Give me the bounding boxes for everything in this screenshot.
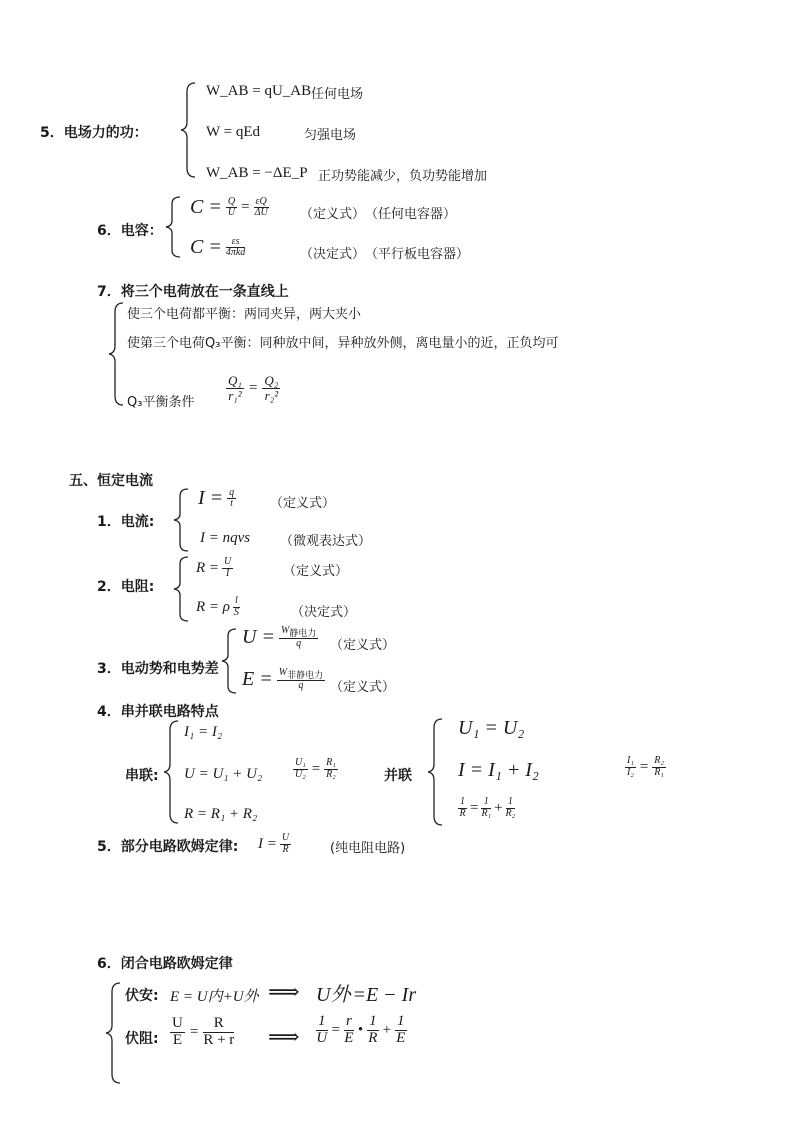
sec5-formula-2: W = qEd [206, 124, 261, 140]
sec7-line-3: Q₃平衡条件 [127, 395, 195, 410]
implies-arrow-icon: ⟹ [268, 1024, 300, 1049]
series-formula-2: U = U₁ + U₂ [184, 766, 263, 782]
emf-label: 3．电动势和电势差 [97, 661, 219, 677]
sec6-formula-2: C = $\frac{\varepsilon s}{\text{4πkd}}$ [190, 235, 246, 258]
ohm-formula: I = $\frac{U}{R}$ [258, 832, 290, 855]
current-formula-1: I = $\frac{q}{t}$ [198, 486, 235, 509]
sec7-label: 7．将三个电荷放在一条直线上 [97, 284, 289, 300]
brace-icon [183, 82, 197, 178]
voltresist-result: $\frac{1}{U}$ = $\frac{r}{E}$ • $\frac{1}{R}$ + $\frac{1}{E}$ [316, 1013, 406, 1046]
series-label: 串联: [125, 768, 159, 784]
implies-arrow-icon: ⟹ [268, 979, 300, 1004]
emf-note-2: （定义式） [330, 680, 396, 695]
resistance-label: 2．电阻: [97, 579, 155, 595]
sec6-label: 6．电容： [97, 223, 163, 239]
ohm-note: (纯电阻电路) [330, 841, 406, 856]
resistance-formula-1: R = $\frac{U}{I}$ [196, 556, 232, 579]
sec7-line-1: 使三个电荷都平衡：两同夹异，两大夹小 [127, 307, 362, 322]
emf-note-1: （定义式） [330, 638, 396, 653]
voltammeter-result: U外 =E − Ir [316, 984, 417, 1006]
parallel-ratio: $\frac{\text{I₁}}{\text{I₂}}$ = $\frac{\text{R₂}}{\text{R₁}}$ [627, 755, 664, 778]
sec5-note-1: 任何电场 [311, 87, 364, 102]
voltammeter-formula: E = U内+U外 [170, 989, 259, 1005]
sec5-formula-1: W_AB = qU_AB [206, 83, 312, 99]
sec6-note-1: （定义式） （任何电容器） [300, 207, 457, 222]
sec6-note-2: （决定式） （平行板电容器） [300, 247, 470, 262]
series-formula-1: I₁ = I₂ [184, 724, 223, 740]
sec7-line-2: 使第三个电荷Q₃平衡：同种放中间，异种放外侧，离电量小的近，正负均可 [127, 336, 559, 351]
emf-formula-1: U = $\frac{W_{静电力}}{q}$ [242, 625, 317, 650]
sec5-note-3: 正功势能减少，负功势能增加 [318, 169, 488, 184]
brace-icon [176, 488, 190, 552]
parallel-formula-3: $\frac{1}{R}$ = $\frac{1}{\text{R₁}}$ + $\frac{1}{\text{R₂}}$ [459, 796, 516, 819]
current-note-1: （定义式） [270, 496, 336, 511]
voltresist-label: 伏阻: [125, 1031, 159, 1047]
emf-formula-2: E = $\frac{W_{非静电力}}{q}$ [242, 667, 324, 692]
resistance-note-2: （决定式） [291, 605, 357, 620]
sec6-formula-1: C = $\frac{Q}{U}$ = $\frac{\varepsilon Q}{\Delta U}$ [190, 195, 268, 218]
parallel-formula-1: U₁ = U₂ [458, 717, 525, 739]
resistance-note-1: （定义式） [283, 564, 349, 579]
brace-icon [176, 556, 190, 622]
closed-ohm-label: 6．闭合电路欧姆定律 [97, 956, 233, 972]
resistance-formula-2: R = ρ $\frac{l}{S}$ [196, 595, 239, 618]
current-label: 1．电流: [97, 514, 155, 530]
brace-icon [111, 302, 125, 406]
sec5-note-2: 匀强电场 [304, 128, 357, 143]
brace-icon [168, 196, 182, 258]
current-formula-2: I = nqvs [200, 530, 251, 546]
current-note-2: （微观表达式） [280, 534, 372, 549]
brace-icon [108, 982, 122, 1084]
sec7-formula: $\frac{\text{Q₁}}{\text{r₁²}}$ = $\frac{\text{Q₂}}{\text{r₂²}}$ [228, 373, 279, 403]
brace-icon [166, 720, 180, 824]
sec5-formula-3: W_AB = −ΔE_P [206, 165, 308, 181]
sec5-label: 5．电场力的功： [40, 125, 148, 141]
parallel-formula-2: I = I₁ + I₂ [458, 759, 539, 781]
parallel-label: 并联 [384, 768, 412, 784]
series-formula-3: R = R₁ + R₂ [184, 806, 258, 822]
voltresist-formula: $\frac{U}{E}$ = $\frac{R}{R + r}$ [172, 1015, 235, 1048]
circuit-label: 4．串并联电路特点 [97, 704, 219, 720]
series-ratio: $\frac{\text{U₁}}{\text{U₂}}$ = $\frac{\text{R₁}}{\text{R₂}}$ [295, 757, 336, 780]
voltammeter-label: 伏安: [125, 988, 159, 1004]
ohm-label: 5．部分电路欧姆定律: [97, 839, 239, 855]
brace-icon [224, 628, 238, 694]
chapter-heading: 五、恒定电流 [69, 473, 153, 489]
brace-icon [430, 718, 444, 826]
